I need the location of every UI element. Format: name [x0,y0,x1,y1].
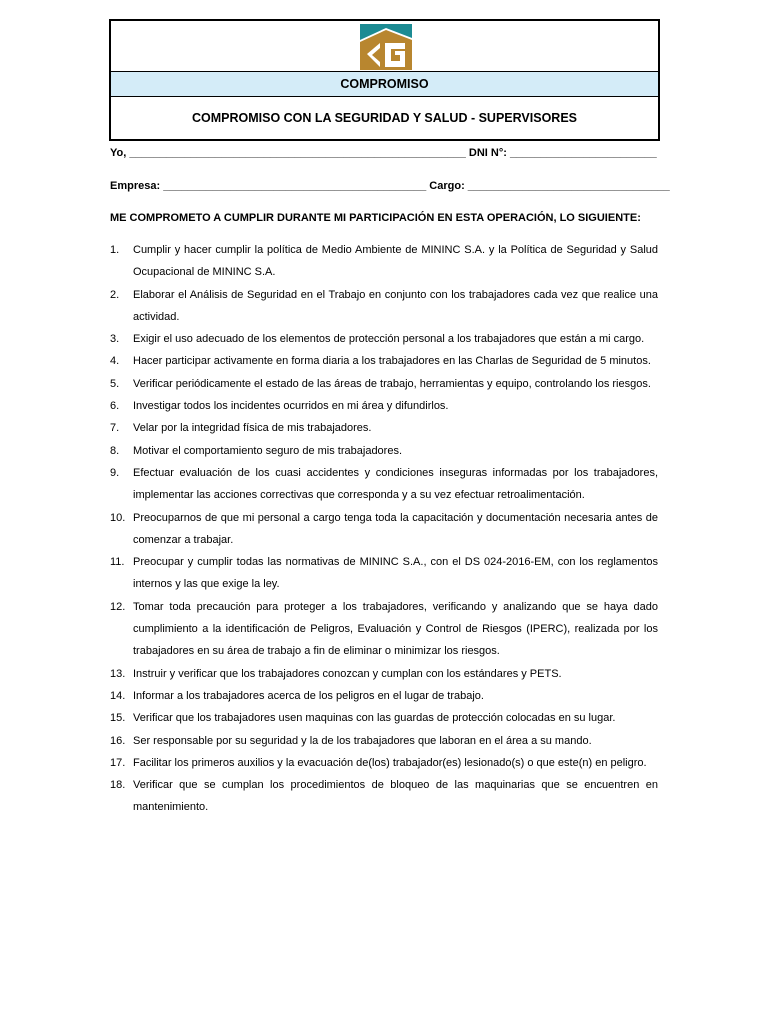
list-item [110,685,658,707]
item-text: Tomar toda precaución para proteger a los trabajadores, verificando y analizando que se haya dado cumplimiento a la identificación de Peligros, Evaluación y Control de Riesgos (IPERC), realizada por los trabajadores en su área de trabajo a fin de eliminar o minimizar los riesgos. [133,600,658,658]
item-number: 10. [110,511,126,524]
item-text: Preocuparnos de que mi personal a cargo tenga toda la capacitación y documentación necesaria antes de comenzar a trabajar. [133,511,658,546]
list-item [110,417,658,439]
list-item [110,239,658,284]
document-title: COMPROMISO CON LA SEGURIDAD Y SALUD - SUPERVISORES [191,110,577,125]
item-text: Instruir y verificar que los trabajadores conozcan y cumplan con los estándares y PETS. [133,667,562,680]
document-header [109,19,660,141]
item-number: 17. [110,756,126,769]
item-text: Cumplir y hacer cumplir la política de Medio Ambiente de MININC S.A. y la Política de Seguridad y Salud Ocupacional de MININC S.A. [133,244,658,279]
company-position-field[interactable]: Empresa: ___________________________________________ Cargo: _________________________________ [110,180,670,192]
item-number: 13. [110,667,126,680]
item-number: 6. [110,400,120,413]
list-item [110,752,658,774]
list-item [110,596,658,663]
item-text: Velar por la integridad física de mis trabajadores. [133,422,372,435]
item-text: Hacer participar activamente en forma diaria a los trabajadores en las Charlas de Seguridad de 5 minutos. [133,355,651,368]
item-text: Ser responsable por su seguridad y la de los trabajadores que laboran en el área a su mando. [133,734,592,747]
item-text: Facilitar los primeros auxilios y la evacuación de(los) trabajador(es) lesionado(s) o que este(n) en peligro. [133,756,647,769]
item-text: Verificar que se cumplan los procedimientos de bloqueo de las maquinarias que se encuentren en mantenimiento. [133,779,658,814]
item-number: 14. [110,689,126,702]
item-number: 16. [110,734,126,747]
list-item [110,730,658,752]
item-number: 18. [110,779,126,792]
list-item [110,350,658,372]
item-text: Verificar periódicamente el estado de las áreas de trabajo, herramientas y equipo, controlando los riesgos. [133,377,651,390]
document-title-row [111,97,658,138]
item-number: 7. [110,422,120,435]
name-dni-field[interactable]: Yo, _______________________________________________________ DNI N°: ________________________ [110,147,657,159]
item-text: Motivar el comportamiento seguro de mis trabajadores. [133,444,403,457]
item-number: 5. [110,377,120,390]
list-item [110,440,658,462]
logo-row [111,21,658,72]
list-item [110,373,658,395]
list-item [110,774,658,819]
commitment-intro: ME COMPROMETO A CUMPLIR DURANTE MI PARTICIPACIÓN EN ESTA OPERACIÓN, LO SIGUIENTE: [110,212,641,224]
item-number: 15. [110,712,126,725]
item-number: 1. [110,244,120,256]
list-item [110,707,658,729]
item-number: 11. [110,556,125,569]
list-item [110,663,658,685]
item-number: 3. [110,333,120,346]
section-label: COMPROMISO [340,77,429,91]
list-item [110,395,658,417]
item-number: 8. [110,444,120,457]
company-logo [360,24,412,70]
list-item [110,551,658,596]
item-text: Elaborar el Análisis de Seguridad en el Trabajo en conjunto con los trabajadores cada vez que realice una actividad. [133,288,658,323]
item-text: Efectuar evaluación de los cuasi accidentes y condiciones inseguras informadas por los trabajadores, implementar las acciones correctivas que corresponda y a su vez efectuar retroalimentación. [133,466,658,502]
item-text: Exigir el uso adecuado de los elementos de protección personal a los trabajadores que están a mi cargo. [133,333,645,346]
item-number: 12. [110,600,126,613]
list-item [110,328,658,350]
section-band [111,72,658,97]
item-number: 2. [110,288,120,301]
item-text: Informar a los trabajadores acerca de los peligros en el lugar de trabajo. [133,689,484,702]
item-number: 4. [110,355,120,368]
item-text: Preocupar y cumplir todas las normativas de MININC S.A., con el DS 024-2016-EM, con los reglamentos internos y las que exige la ley. [133,556,658,591]
list-item [110,284,658,329]
commitment-list [110,239,658,819]
item-number: 9. [110,466,120,479]
item-text: Investigar todos los incidentes ocurridos en mi área y difundirlos. [133,400,449,413]
list-item [110,507,658,552]
list-item [110,462,658,507]
item-text: Verificar que los trabajadores usen maquinas con las guardas de protección colocadas en su lugar. [133,712,616,725]
